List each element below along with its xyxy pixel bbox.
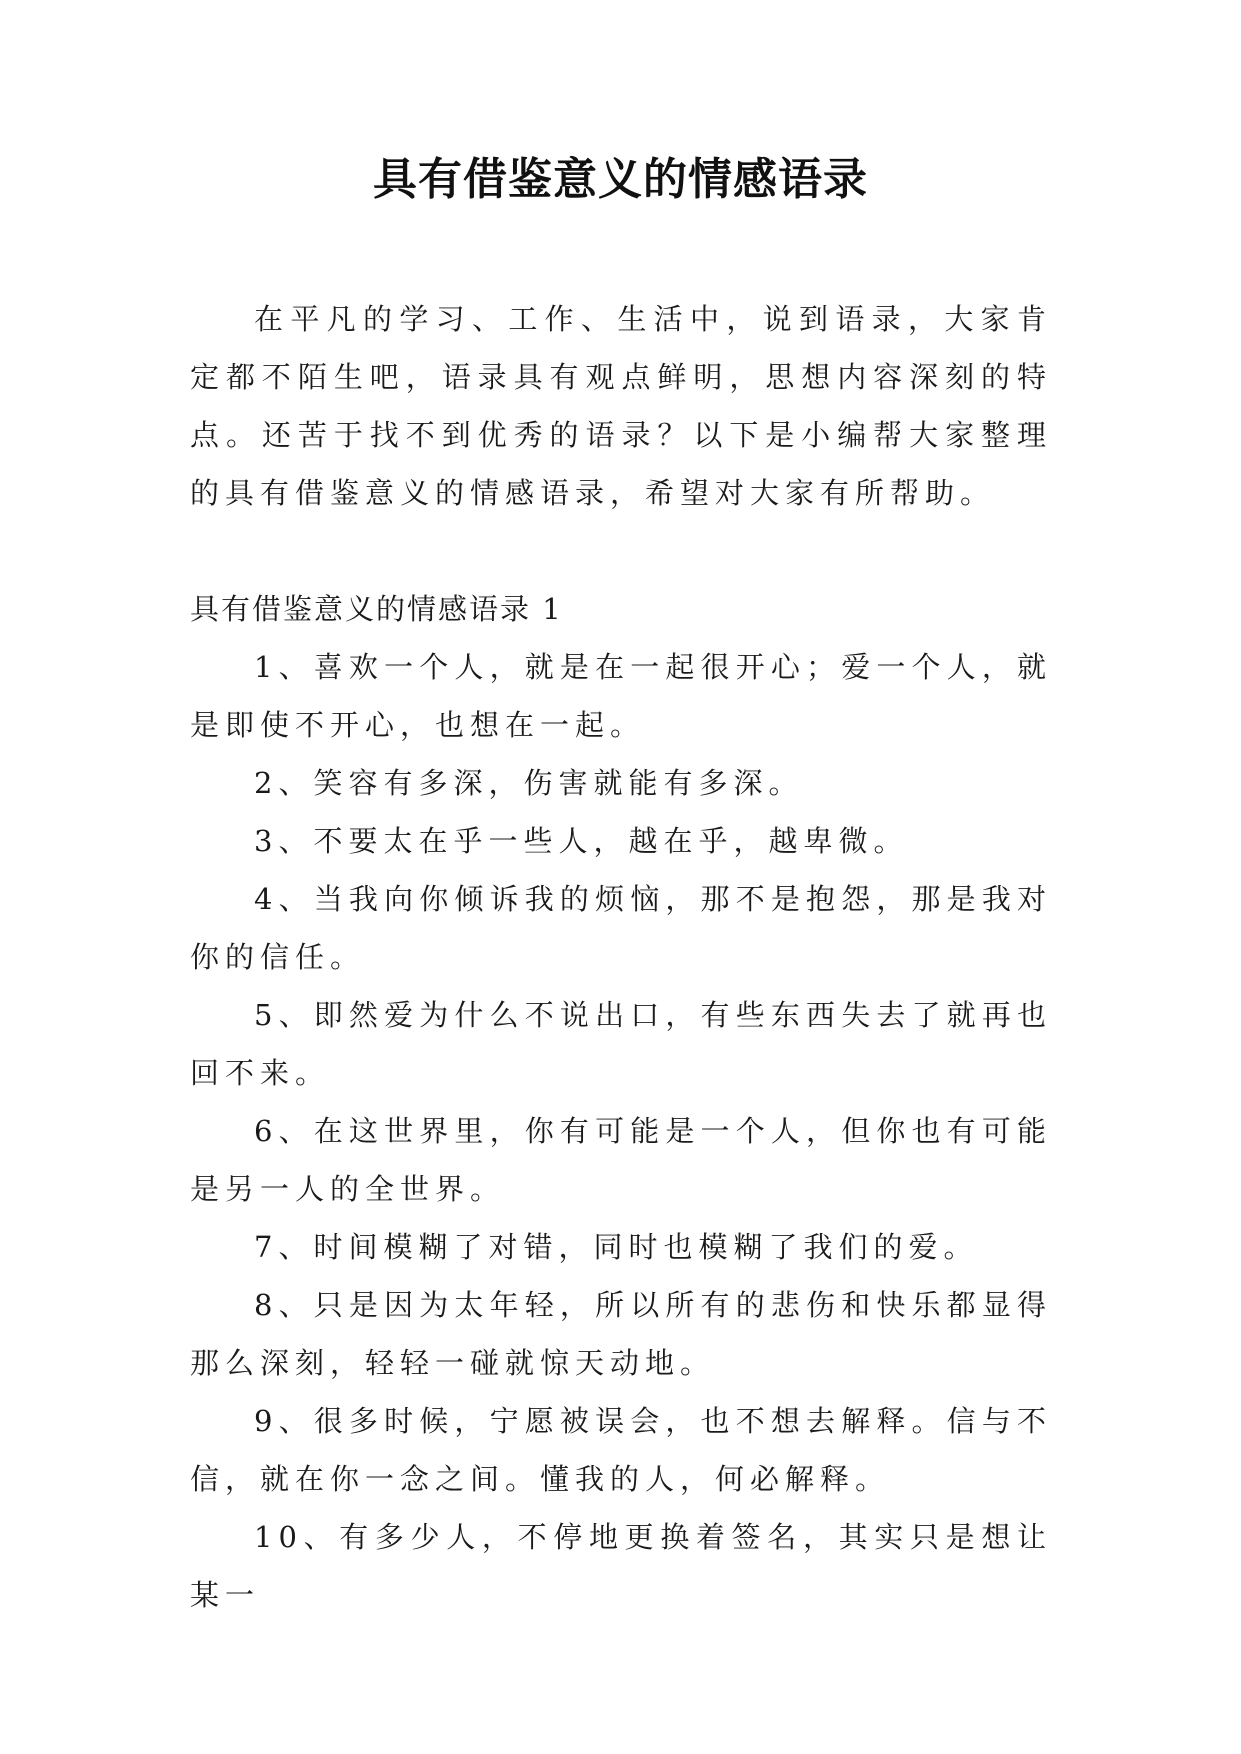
quote-item: 8、只是因为太年轻，所以所有的悲伤和快乐都显得那么深刻，轻轻一碰就惊天动地。 — [190, 1288, 1052, 1380]
document-title: 具有借鉴意义的情感语录 — [373, 154, 868, 205]
quote-item: 5、即然爱为什么不说出口，有些东西失去了就再也回不来。 — [190, 998, 1052, 1090]
section-heading: 具有借鉴意义的情感语录 1 — [190, 592, 563, 626]
quote-item: 1、喜欢一个人，就是在一起很开心；爱一个人，就是即使不开心，也想在一起。 — [190, 650, 1052, 742]
intro-paragraph: 在平凡的学习、工作、生活中，说到语录，大家肯定都不陌生吧，语录具有观点鲜明，思想内容深刻的特点。还苦于找不到优秀的语录？以下是小编帮大家整理的具有借鉴意义的情感语录，希望对大家有所帮助。 — [190, 302, 1052, 510]
quote-item: 2、笑容有多深，伤害就能有多深。 — [254, 766, 804, 800]
quote-item: 6、在这世界里，你有可能是一个人，但你也有可能是另一人的全世界。 — [190, 1114, 1052, 1206]
document-body — [190, 290, 1052, 1624]
quote-item: 3、不要太在乎一些人，越在乎，越卑微。 — [254, 824, 909, 858]
quote-item: 10、有多少人，不停地更换着签名，其实只是想让某一 — [190, 1520, 1052, 1612]
quote-item: 4、当我向你倾诉我的烦恼，那不是抱怨，那是我对你的信任。 — [190, 882, 1052, 974]
quote-item: 7、时间模糊了对错，同时也模糊了我们的爱。 — [254, 1230, 979, 1264]
quote-item: 9、很多时候，宁愿被误会，也不想去解释。信与不信，就在你一念之间。懂我的人，何必解释。 — [190, 1404, 1052, 1496]
